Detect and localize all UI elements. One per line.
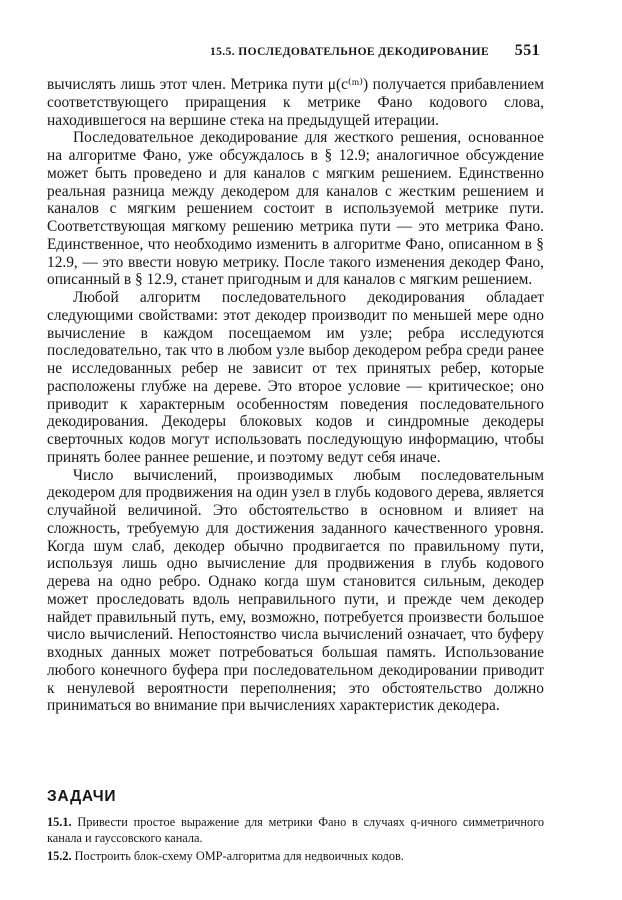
paragraph: вычислять лишь этот член. Метрика пути μ(c⁽ᵐ⁾) получается прибавлением соответствующего приращения к метрике Фано кодового слова, находившегося на вершине стека на предыдущей итерации. <box>47 76 544 129</box>
problem-text: Привести простое выражение для метрики Фано в случаях q-ичного симметричного канала и гауссовского канала. <box>47 815 544 845</box>
paragraph: Последовательное декодирование для жесткого решения, основанное на алгоритме Фано, уже обсуждалось в § 12.9; аналогичное обсуждение может быть проведено и для каналов с мягким решением. Единственно реальная разница между декодером для каналов с жестким решением и каналов с мягким решением состоит в используемой метрике пути. Соответствующая мягкому решению метрика пути — это метрика Фано. Единственное, что необходимо изменить в алгоритме Фано, описанном в § 12.9, — это ввести новую метрику. После такого изменения декодер Фано, описанный в § 12.9, станет пригодным и для каналов с мягким решением. <box>47 129 544 289</box>
section-title: 15.5. ПОСЛЕДОВАТЕЛЬНОЕ ДЕКОДИРОВАНИЕ <box>210 46 490 58</box>
problems-heading: ЗАДАЧИ <box>47 788 117 805</box>
paragraph: Число вычислений, производимых любым последовательным декодером для продвижения на один узел в глубь кодового дерева, является случайной величиной. Это обстоятельство в основном и влияет на сложность, требуемую для достижения заданного качественного уровня. Когда шум слаб, декодер обычно продвигается по правильному пути, используя лишь одно вычисление для продвижения в глубь кодового дерева на одно ребро. Однако когда шум становится сильным, декодер может проследовать вдоль неправильного пути, и прежде чем декодер найдет правильный путь, ему, возможно, потребуется произвести большое число вычислений. Непостоянство числа вычислений означает, что буферу входных данных может потребоваться большая память. Использование любого конечного буфера при последовательном декодировании приводит к ненулевой вероятности переполнения; это обстоятельство должно приниматься во внимание при вычислениях характеристик декодера. <box>47 466 544 715</box>
paragraph: Любой алгоритм последовательного декодирования обладает следующими свойствами: этот декодер производит по меньшей мере одно вычисление в каждом посещаемом им узле; ребра исследуются последовательно, так что в любом узле выбор декодером ребра среди ранее не исследованных ребер не зависит от тех принятых ребер, которые расположены глубже на дереве. Это второе условие — критическое; оно приводит к характерным особенностям поведения последовательного декодирования. Декодеры блоковых кодов и синдромные декодеры сверточных кодов могут использовать последующую информацию, чтобы принять более раннее решение, и поэтому ведут себя иначе. <box>47 289 544 466</box>
problem-number: 15.1. <box>47 815 72 829</box>
problem-text: Построить блок-схему ОМР-алгоритма для недвоичных кодов. <box>74 849 404 863</box>
problems-list <box>47 815 544 865</box>
body-text <box>47 76 544 715</box>
problem-item <box>47 815 544 846</box>
problem-number: 15.2. <box>47 849 72 863</box>
problem-item <box>47 849 544 865</box>
page-number: 551 <box>514 42 540 59</box>
running-head <box>210 44 540 64</box>
